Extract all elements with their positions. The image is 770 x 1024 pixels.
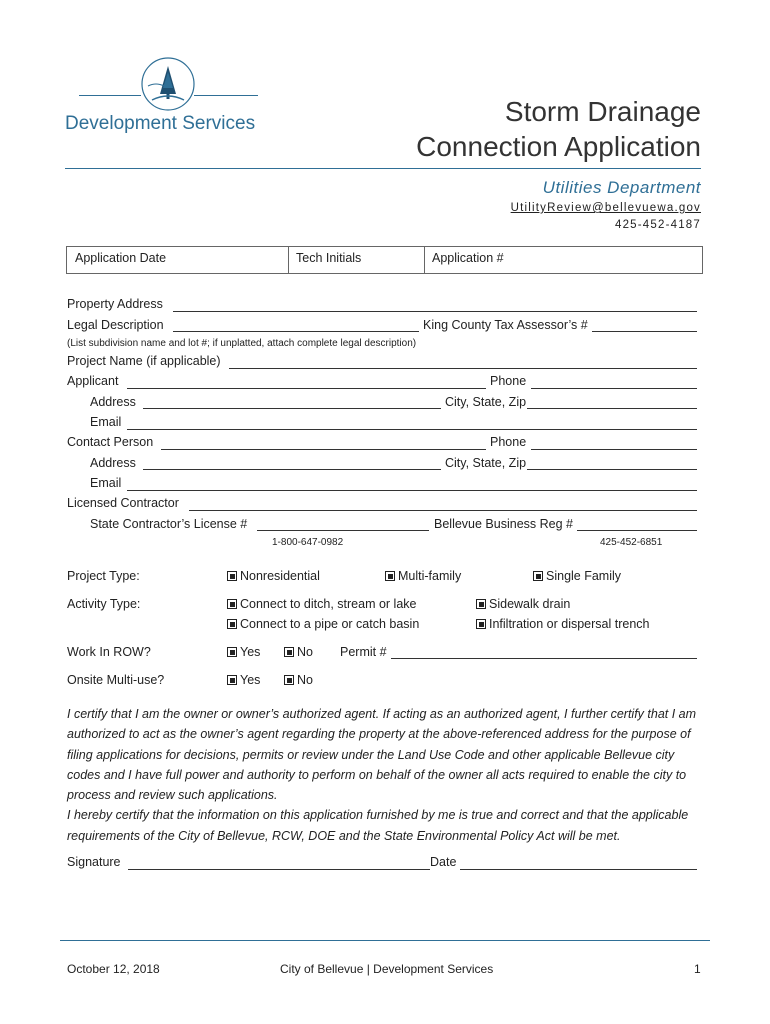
brand-name: Development Services xyxy=(65,113,256,134)
logo-left-line xyxy=(79,95,141,96)
state-license-field[interactable] xyxy=(257,530,429,531)
logo-right-line xyxy=(194,95,258,96)
permit-label: Permit # xyxy=(340,645,387,659)
title-line-2: Connection Application xyxy=(416,131,701,162)
department-phone: 425-452-4187 xyxy=(614,219,701,231)
property-address-field[interactable] xyxy=(173,311,697,312)
contact-city-label: City, State, Zip xyxy=(445,456,527,470)
project-type-label: Project Type: xyxy=(67,569,140,583)
applicant-label: Applicant xyxy=(67,374,119,388)
applicant-email-label: Email xyxy=(90,415,122,429)
department-email[interactable]: UtilityReview@bellevuewa.gov xyxy=(510,202,701,214)
project-type-single-family[interactable]: Single Family xyxy=(533,569,621,583)
checkbox-icon[interactable] xyxy=(284,675,294,685)
onsite-multi-use-yes[interactable]: Yes xyxy=(227,673,260,687)
header-rule xyxy=(65,168,701,169)
header xyxy=(0,0,770,175)
tax-assessor-field[interactable] xyxy=(592,331,697,332)
activity-connect-pipe[interactable]: Connect to a pipe or catch basin xyxy=(227,617,419,631)
certification-text xyxy=(67,704,703,846)
applicant-phone-label: Phone xyxy=(490,374,527,388)
legal-description-field[interactable] xyxy=(173,331,419,332)
project-type-multifamily[interactable]: Multi-family xyxy=(385,569,461,583)
application-date-cell[interactable] xyxy=(66,246,289,274)
title-line-1: Storm Drainage xyxy=(504,96,701,127)
applicant-address-field[interactable] xyxy=(143,408,441,409)
city-seal-logo xyxy=(140,56,196,112)
business-reg-label: Bellevue Business Reg # xyxy=(434,517,573,531)
application-number-cell[interactable] xyxy=(424,246,703,274)
tech-initials-label: Tech Initials xyxy=(296,251,362,265)
footer-date: October 12, 2018 xyxy=(67,962,160,976)
activity-connect-ditch[interactable]: Connect to ditch, stream or lake xyxy=(227,597,416,611)
project-type-nonresidential[interactable]: Nonresidential xyxy=(227,569,320,583)
checkbox-icon[interactable] xyxy=(227,647,237,657)
checkbox-icon[interactable] xyxy=(227,599,237,609)
certification-paragraph-1: I certify that I am the owner or owner’s authorized agent. If acting as an authorized agent, I further certify that I am authorized to act as the owner’s agent regarding the property at the above-referenced address for the purpose of filing applications for decisions, permits or review under the Land Use Code and other applicable Bellevue city codes and I have full power and authority to perform on behalf of the owner all acts required to enable the city to process and review such applications. xyxy=(67,707,697,803)
checkbox-icon[interactable] xyxy=(385,571,395,581)
applicant-city-label: City, State, Zip xyxy=(445,395,527,409)
contact-address-field[interactable] xyxy=(143,469,441,470)
tech-initials-cell[interactable] xyxy=(288,246,425,274)
contact-email-label: Email xyxy=(90,476,122,490)
project-name-field[interactable] xyxy=(229,368,697,369)
footer-page-number: 1 xyxy=(694,962,701,976)
work-in-row-label: Work In ROW? xyxy=(67,645,151,659)
onsite-multi-use-no[interactable]: No xyxy=(284,673,313,687)
certification-paragraph-2: I hereby certify that the information on this application furnished by me is true and correct and that the applicable requirements of the City of Bellevue, RCW, DOE and the State Environmental Policy Act will be met. xyxy=(67,808,689,843)
application-number-label: Application # xyxy=(432,251,504,265)
contact-phone-label: Phone xyxy=(490,435,527,449)
date-field[interactable] xyxy=(460,869,697,870)
checkbox-icon[interactable] xyxy=(227,675,237,685)
legal-description-note: (List subdivision name and lot #; if unplatted, attach complete legal description) xyxy=(67,338,417,349)
activity-sidewalk-drain[interactable]: Sidewalk drain xyxy=(476,597,570,611)
contact-phone-field[interactable] xyxy=(531,449,697,450)
business-reg-phone: 425-452-6851 xyxy=(600,537,663,548)
checkbox-icon[interactable] xyxy=(227,571,237,581)
work-in-row-yes[interactable]: Yes xyxy=(227,645,260,659)
applicant-phone-field[interactable] xyxy=(531,388,697,389)
contact-city-field[interactable] xyxy=(527,469,697,470)
checkbox-icon[interactable] xyxy=(476,619,486,629)
department-name: Utilities Department xyxy=(542,178,701,197)
licensed-contractor-label: Licensed Contractor xyxy=(67,496,179,510)
footer-org: City of Bellevue | Development Services xyxy=(280,962,494,976)
contact-person-label: Contact Person xyxy=(67,435,154,449)
licensed-contractor-field[interactable] xyxy=(189,510,697,511)
checkbox-icon[interactable] xyxy=(533,571,543,581)
onsite-multi-use-label: Onsite Multi-use? xyxy=(67,673,165,687)
application-date-label: Application Date xyxy=(75,251,167,265)
business-reg-field[interactable] xyxy=(577,530,697,531)
date-label: Date xyxy=(430,855,457,869)
state-license-label: State Contractor’s License # xyxy=(90,517,248,531)
contact-person-field[interactable] xyxy=(161,449,486,450)
contact-address-label: Address xyxy=(90,456,136,470)
tax-assessor-label: King County Tax Assessor’s # xyxy=(423,318,588,332)
applicant-email-field[interactable] xyxy=(127,429,697,430)
signature-label: Signature xyxy=(67,855,121,869)
license-phone: 1-800-647-0982 xyxy=(272,537,344,548)
signature-field[interactable] xyxy=(128,869,430,870)
property-address-label: Property Address xyxy=(67,297,163,311)
contact-email-field[interactable] xyxy=(127,490,697,491)
checkbox-icon[interactable] xyxy=(284,647,294,657)
activity-type-label: Activity Type: xyxy=(67,597,141,611)
activity-infiltration[interactable]: Infiltration or dispersal trench xyxy=(476,617,650,631)
legal-description-label: Legal Description xyxy=(67,318,164,332)
footer-rule xyxy=(60,940,710,941)
project-name-label: Project Name (if applicable) xyxy=(67,354,221,368)
checkbox-icon[interactable] xyxy=(476,599,486,609)
permit-field[interactable] xyxy=(391,658,697,659)
work-in-row-no[interactable]: No xyxy=(284,645,313,659)
checkbox-icon[interactable] xyxy=(227,619,237,629)
applicant-city-field[interactable] xyxy=(527,408,697,409)
applicant-address-label: Address xyxy=(90,395,136,409)
applicant-field[interactable] xyxy=(127,388,486,389)
